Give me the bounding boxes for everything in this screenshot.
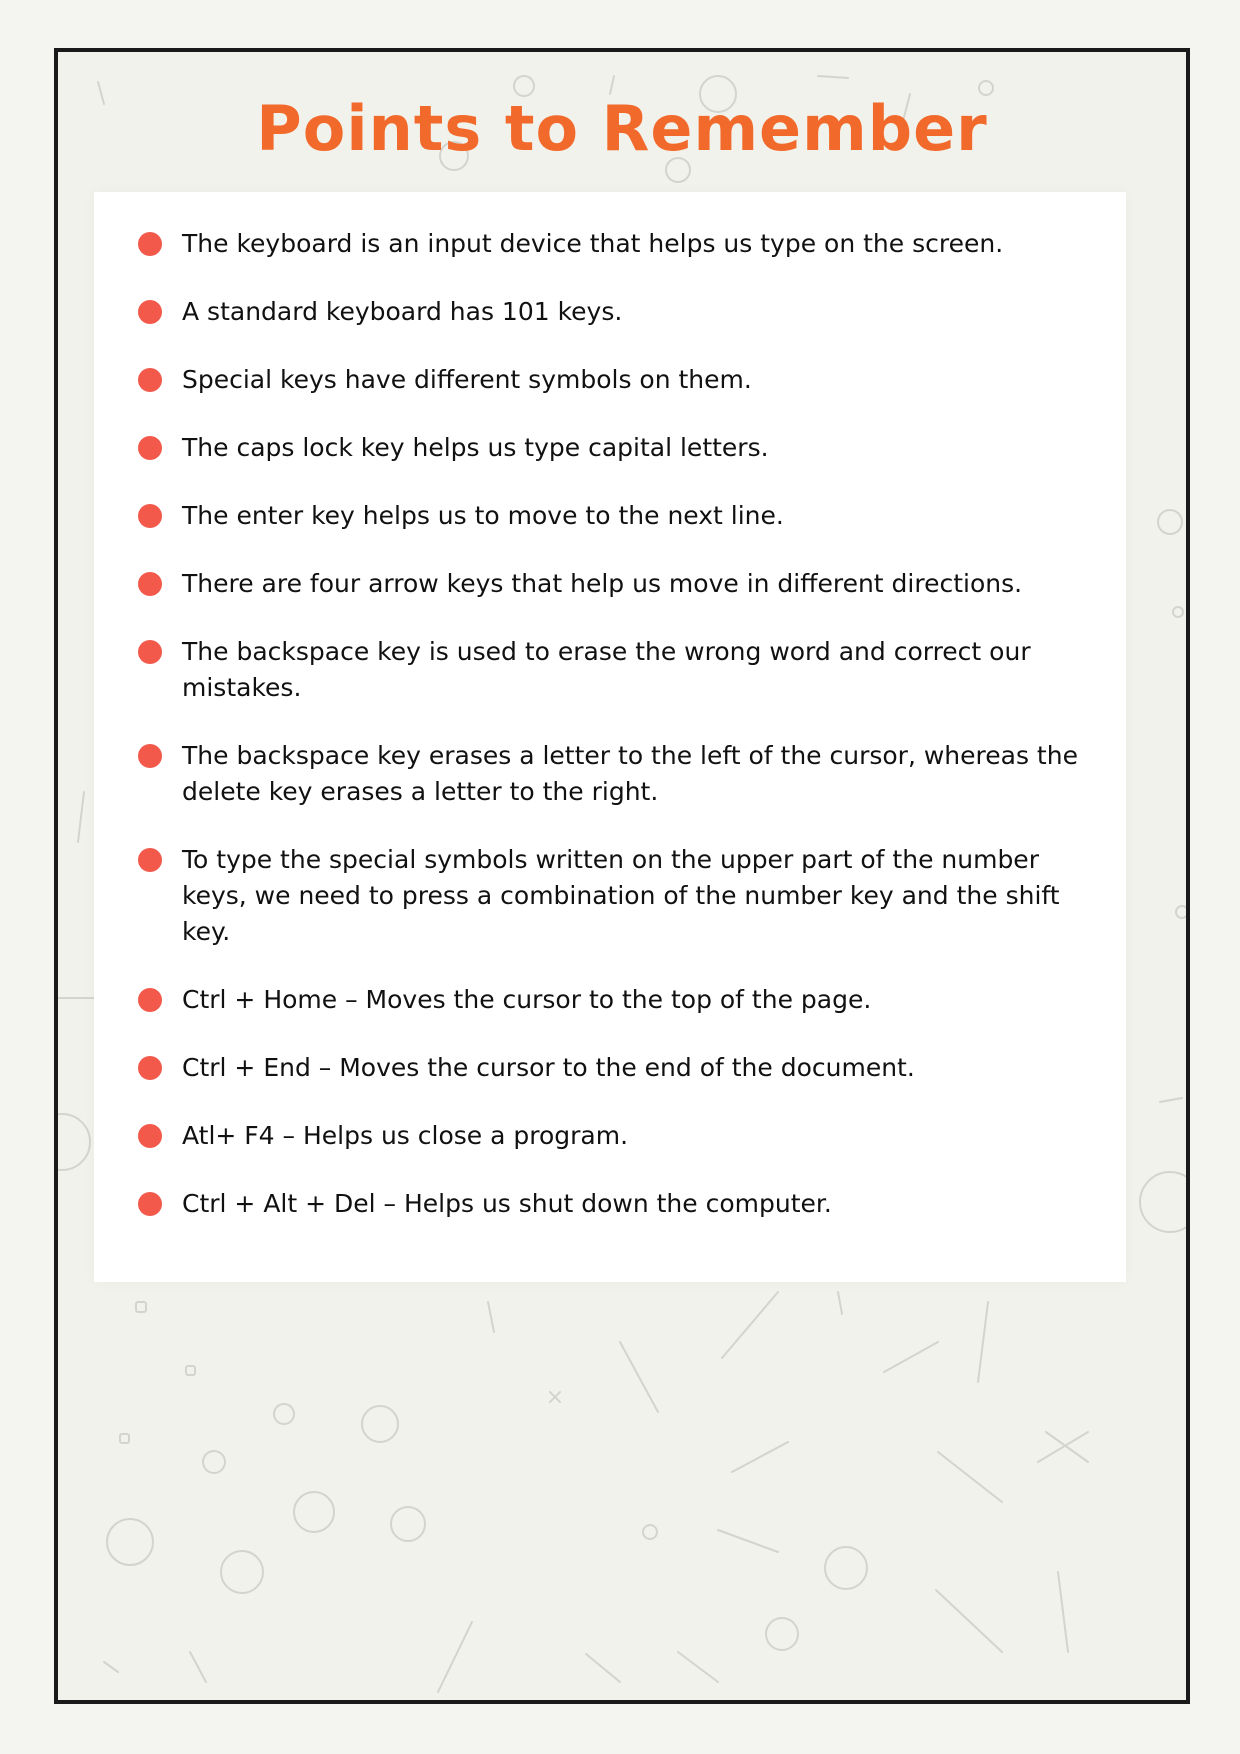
points-panel <box>94 192 1126 1282</box>
bullet-dot-icon <box>138 1056 162 1080</box>
point-text: There are four arrow keys that help us move in different directions. <box>182 569 1023 598</box>
bullet-dot-icon <box>138 436 162 460</box>
list-item <box>94 566 1126 602</box>
list-item <box>94 294 1126 330</box>
bullet-dot-icon <box>138 1124 162 1148</box>
points-list <box>94 226 1126 1254</box>
point-text: Atl+ F4 – Helps us close a program. <box>182 1121 629 1150</box>
list-item <box>94 362 1126 398</box>
bullet-dot-icon <box>138 848 162 872</box>
bullet-dot-icon <box>138 232 162 256</box>
point-text: The backspace key erases a letter to the left of the cursor, whereas the delete key erases a letter to the right. <box>182 741 1078 806</box>
list-item <box>94 226 1126 262</box>
point-text: The caps lock key helps us type capital letters. <box>182 433 769 462</box>
list-item <box>94 1118 1126 1154</box>
bullet-dot-icon <box>138 988 162 1012</box>
bullet-dot-icon <box>138 640 162 664</box>
point-text: To type the special symbols written on the upper part of the number keys, we need to press a combination of the number key and the shift key. <box>182 845 1060 946</box>
page-frame <box>54 48 1190 1704</box>
point-text: Special keys have different symbols on them. <box>182 365 752 394</box>
list-item <box>94 1186 1126 1222</box>
list-item <box>94 1050 1126 1086</box>
list-item <box>94 738 1126 810</box>
bullet-dot-icon <box>138 572 162 596</box>
point-text: A standard keyboard has 101 keys. <box>182 297 623 326</box>
point-text: The enter key helps us to move to the next line. <box>182 501 784 530</box>
list-item <box>94 634 1126 706</box>
list-item <box>94 498 1126 534</box>
point-text: Ctrl + Home – Moves the cursor to the top of the page. <box>182 985 872 1014</box>
bullet-dot-icon <box>138 1192 162 1216</box>
page-title: Points to Remember <box>256 92 988 165</box>
bullet-dot-icon <box>138 368 162 392</box>
list-item <box>94 430 1126 466</box>
point-text: The keyboard is an input device that helps us type on the screen. <box>182 229 1004 258</box>
point-text: The backspace key is used to erase the wrong word and correct our mistakes. <box>182 637 1031 702</box>
bullet-dot-icon <box>138 300 162 324</box>
list-item <box>94 982 1126 1018</box>
point-text: Ctrl + Alt + Del – Helps us shut down the computer. <box>182 1189 832 1218</box>
bullet-dot-icon <box>138 744 162 768</box>
point-text: Ctrl + End – Moves the cursor to the end of the document. <box>182 1053 915 1082</box>
bullet-dot-icon <box>138 504 162 528</box>
list-item <box>94 842 1126 950</box>
